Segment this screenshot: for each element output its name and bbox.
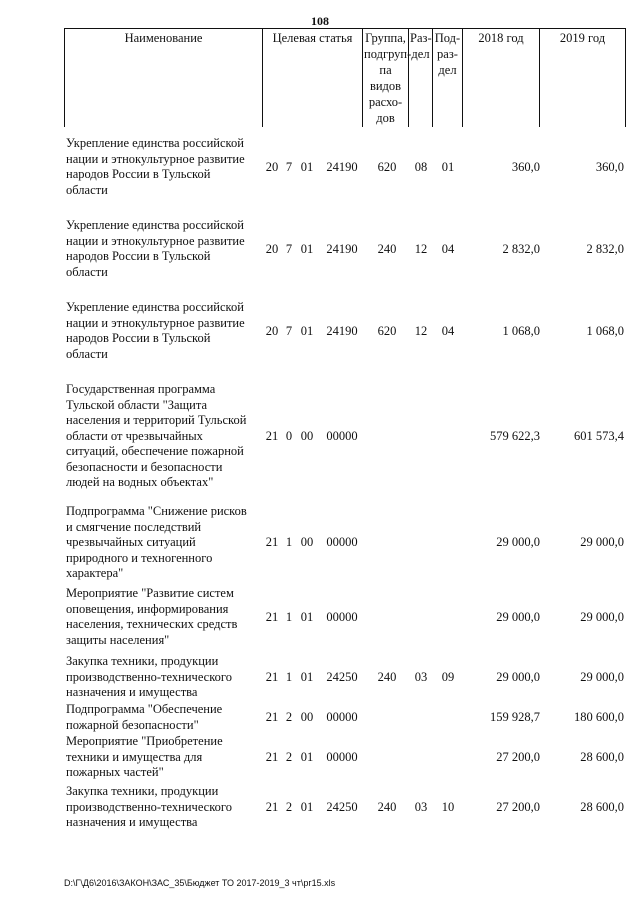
header-subsection: Под- раз- дел <box>433 29 463 128</box>
amount-2019: 28 600,0 <box>580 750 624 764</box>
row-name: Закупка техники, продукции производственно-технического назначения и имущества <box>66 784 232 829</box>
code-direction: 00000 <box>326 610 358 624</box>
amount-2019: 28 600,0 <box>580 800 624 814</box>
row-name: Мероприятие "Приобретение техники и имущества для пожарных частей" <box>66 734 223 779</box>
header-target: Целевая статья <box>263 29 363 128</box>
code-program: 21 <box>265 670 279 684</box>
code-event: 01 <box>300 160 314 174</box>
amount-2018: 1 068,0 <box>502 324 540 338</box>
amount-2019: 601 573,4 <box>574 429 624 443</box>
code-subprogram: 0 <box>285 429 293 443</box>
amount-2019: 1 068,0 <box>586 324 624 338</box>
section-code: 12 <box>414 242 428 256</box>
code-subprogram: 1 <box>285 670 293 684</box>
subsection-code: 04 <box>441 324 455 338</box>
code-direction: 24190 <box>326 242 358 256</box>
code-event: 01 <box>300 670 314 684</box>
amount-2018: 27 200,0 <box>496 800 540 814</box>
code-subprogram: 7 <box>285 160 293 174</box>
code-event: 01 <box>300 242 314 256</box>
code-direction: 24190 <box>326 160 358 174</box>
amount-2018: 29 000,0 <box>496 535 540 549</box>
amount-2018: 27 200,0 <box>496 750 540 764</box>
code-program: 21 <box>265 535 279 549</box>
group-code: 240 <box>377 800 397 814</box>
amount-2019: 29 000,0 <box>580 610 624 624</box>
group-code: 240 <box>377 242 397 256</box>
code-program: 21 <box>265 610 279 624</box>
section-code: 03 <box>414 670 428 684</box>
row-name: Укрепление единства российской нации и этнокультурное развитие народов России в Тульской области <box>66 136 245 197</box>
code-direction: 24250 <box>326 800 358 814</box>
section-code: 08 <box>414 160 428 174</box>
file-path-footer: D:\Г\Д6\2016\ЗАКОН\ЗАС_35\Бюджет ТО 2017-2019_3 чт\рг15.xls <box>64 878 336 888</box>
amount-2018: 159 928,7 <box>490 710 540 724</box>
header-group: Группа, подгруп- па видов расхо- дов <box>363 29 409 128</box>
row-name: Подпрограмма "Обеспечение пожарной безопасности" <box>66 702 223 732</box>
amount-2019: 360,0 <box>595 160 624 174</box>
row-name: Государственная программа Тульской области "Защита населения и территорий Тульской области от чрезвычайных ситуаций, обеспечение пожарной безопасности и безопасности людей на водных объектах" <box>66 382 247 489</box>
code-event: 01 <box>300 800 314 814</box>
amount-2018: 29 000,0 <box>496 670 540 684</box>
code-program: 21 <box>265 710 279 724</box>
code-direction: 24250 <box>326 670 358 684</box>
code-program: 20 <box>265 160 279 174</box>
code-program: 21 <box>265 800 279 814</box>
header-name: Наименование <box>65 29 263 128</box>
code-event: 01 <box>300 750 314 764</box>
amount-2019: 180 600,0 <box>574 710 624 724</box>
group-code: 620 <box>377 324 397 338</box>
amount-2018: 29 000,0 <box>496 610 540 624</box>
header-2018: 2018 год <box>463 29 540 128</box>
code-subprogram: 2 <box>285 750 293 764</box>
subsection-code: 01 <box>441 160 455 174</box>
section-code: 12 <box>414 324 428 338</box>
amount-2019: 2 832,0 <box>586 242 624 256</box>
code-event: 01 <box>300 324 314 338</box>
code-event: 01 <box>300 610 314 624</box>
code-program: 20 <box>265 324 279 338</box>
code-event: 00 <box>300 710 314 724</box>
code-direction: 00000 <box>326 750 358 764</box>
code-subprogram: 2 <box>285 800 293 814</box>
amount-2018: 579 622,3 <box>490 429 540 443</box>
amount-2018: 2 832,0 <box>502 242 540 256</box>
subsection-code: 09 <box>441 670 455 684</box>
amount-2019: 29 000,0 <box>580 670 624 684</box>
row-name: Укрепление единства российской нации и этнокультурное развитие народов России в Тульской области <box>66 300 245 361</box>
row-name: Закупка техники, продукции производственно-технического назначения и имущества <box>66 654 232 699</box>
group-code: 240 <box>377 670 397 684</box>
code-subprogram: 1 <box>285 535 293 549</box>
row-name: Подпрограмма "Снижение рисков и смягчение последствий чрезвычайных ситуаций природного и техногенного характера" <box>66 504 247 580</box>
code-direction: 00000 <box>326 429 358 443</box>
amount-2019: 29 000,0 <box>580 535 624 549</box>
code-subprogram: 7 <box>285 324 293 338</box>
group-code: 620 <box>377 160 397 174</box>
amount-2018: 360,0 <box>511 160 540 174</box>
page-number: 108 <box>311 14 329 28</box>
code-subprogram: 7 <box>285 242 293 256</box>
code-program: 21 <box>265 750 279 764</box>
section-code: 03 <box>414 800 428 814</box>
code-event: 00 <box>300 429 314 443</box>
table-header <box>64 28 626 127</box>
header-section: Раз- дел <box>409 29 433 128</box>
row-name: Укрепление единства российской нации и этнокультурное развитие народов России в Тульской области <box>66 218 245 279</box>
header-2019: 2019 год <box>540 29 626 128</box>
code-direction: 00000 <box>326 710 358 724</box>
code-subprogram: 2 <box>285 710 293 724</box>
code-program: 20 <box>265 242 279 256</box>
subsection-code: 10 <box>441 800 455 814</box>
code-direction: 00000 <box>326 535 358 549</box>
code-direction: 24190 <box>326 324 358 338</box>
code-subprogram: 1 <box>285 610 293 624</box>
code-program: 21 <box>265 429 279 443</box>
row-name: Мероприятие "Развитие систем оповещения, информирования населения, технических средств защиты населения" <box>66 586 238 647</box>
subsection-code: 04 <box>441 242 455 256</box>
code-event: 00 <box>300 535 314 549</box>
